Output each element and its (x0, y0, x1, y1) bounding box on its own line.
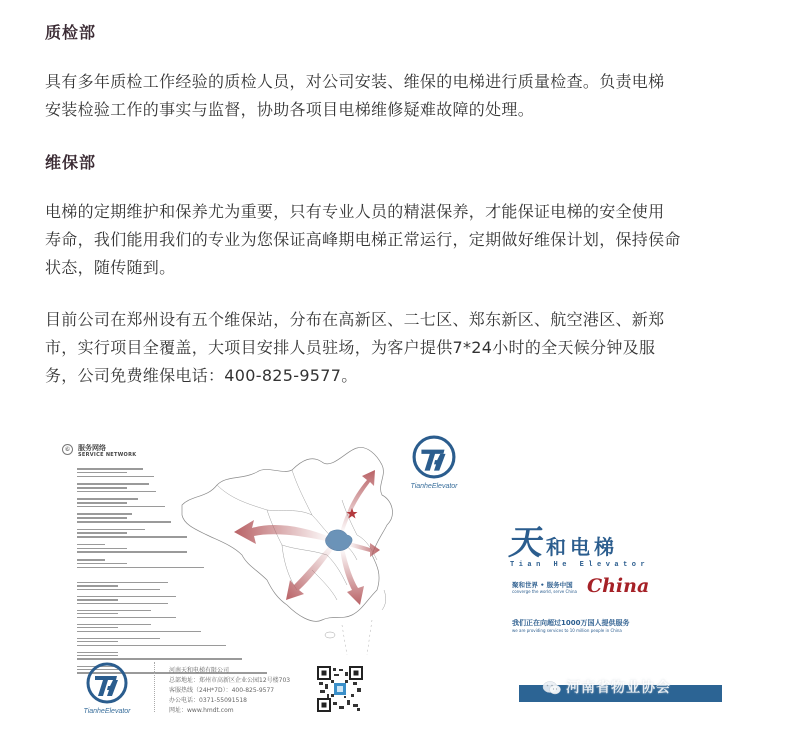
paragraph-maintenance-stations (45, 306, 735, 390)
section-number-badge: ⑥ (62, 444, 73, 455)
text-line: 状态，随传随到。 (45, 258, 176, 277)
service-hotline: 客服热线（24H*7D）：400-825-9577 (169, 687, 275, 694)
brand-en: Tian He Elevator (510, 561, 650, 569)
slogan (512, 580, 577, 594)
website: 网址：www.hmdt.com (169, 707, 234, 714)
mission-cn: 我们正在向超过1000万国人提供服务 (512, 619, 630, 627)
brochure-image (42, 420, 742, 731)
china-map-icon (172, 440, 402, 665)
company-address: 总部地址：郑州市高新区企业公园12号楼703 (169, 677, 291, 684)
station-list-cn (77, 468, 187, 574)
tianhe-logo-icon (412, 435, 456, 479)
brand-cn-first: 天 (506, 523, 547, 563)
mission-en: we are providing services to 10 million people in China (512, 628, 622, 633)
service-network-panel (52, 430, 412, 725)
top-logo (404, 435, 464, 490)
footer-logo (77, 662, 137, 715)
office-phone: 办公电话：0371-55091518 (169, 697, 247, 704)
text-line: 务，公司免费维保电话：400-825-9577。 (45, 366, 358, 385)
slogan-en: converge the world, serve China (512, 589, 577, 594)
text-line: 寿命，我们能用我们的专业为您保证高峰期电梯正常运行，定期做好维保计划，保持侯命 (45, 230, 681, 249)
text-line: 目前公司在郑州设有五个维保站，分布在高新区、二七区、郑东新区、航空港区、新郑 (45, 310, 665, 329)
heading-quality-department: 质检部 (45, 23, 97, 42)
heading-maintenance-department: 维保部 (45, 153, 97, 172)
slogan-cn: 聚和世界 • 服务中国 (512, 581, 573, 589)
contact-info (169, 666, 290, 716)
company-name: 河南天和电梯有限公司 (169, 667, 230, 674)
logo-caption: TianheElevator (410, 483, 458, 490)
text-line: 安装检验工作的事实与监督，协助各项目电梯维修疑难故障的处理。 (45, 100, 535, 119)
text-line: 电梯的定期维护和保养尤为重要，只有专业人员的精湛保养，才能保证电梯的安全使用 (45, 202, 665, 221)
divider (154, 662, 155, 712)
watermark-text: 河南省物业协会 (566, 680, 671, 696)
tianhe-logo-icon (86, 662, 128, 704)
qr-code-icon (317, 666, 363, 712)
mission-statement (512, 618, 629, 633)
text-line: 市，实行项目全覆盖，大项目安排人员驻场，为客户提供7*24小时的全天候分钟及服 (45, 338, 656, 357)
logo-caption: TianheElevator (83, 708, 131, 715)
service-network-subtitle: SERVICE NETWORK (78, 452, 137, 458)
paragraph-quality-department (45, 68, 735, 124)
wechat-icon (542, 680, 562, 695)
brand-wordmark (506, 515, 660, 569)
brand-cn-rest: 和电梯 (546, 535, 618, 559)
wechat-watermark (542, 677, 671, 697)
service-network-title: 服务网络 (78, 444, 106, 452)
service-network-header (62, 444, 136, 458)
paragraph-maintenance-intro (45, 198, 735, 282)
china-calligraphy: China (587, 575, 650, 597)
text-line: 具有多年质检工作经验的质检人员，对公司安装、维保的电梯进行质量检查。负责电梯 (45, 72, 665, 91)
